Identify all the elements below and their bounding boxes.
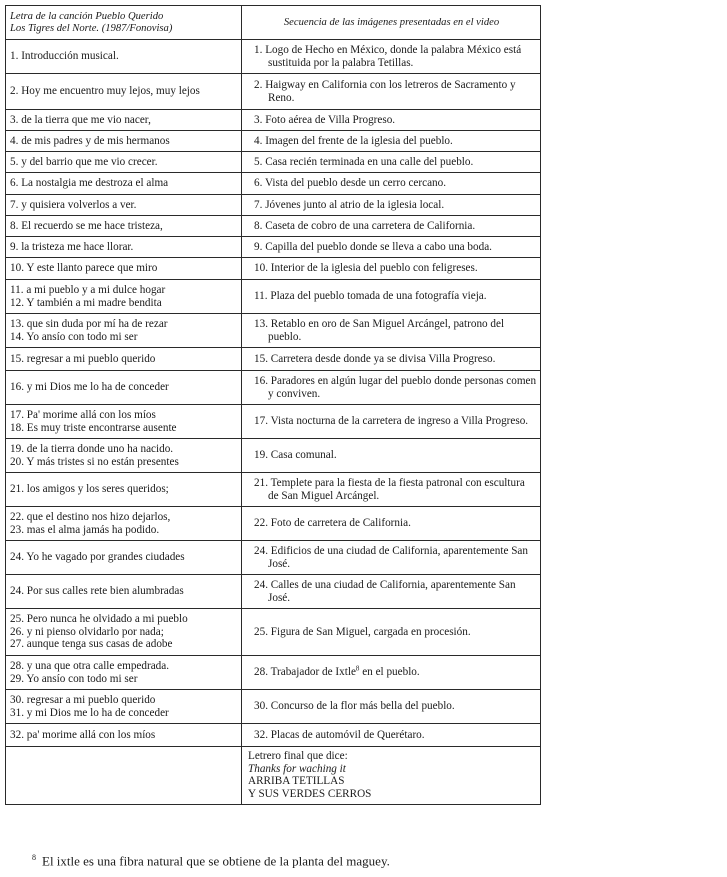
lyric-line: 26. y ni pienso olvidarlo por nada; xyxy=(10,625,164,638)
image-description xyxy=(246,700,537,713)
empty-lyrics-cell xyxy=(6,747,242,805)
image-cell xyxy=(242,575,541,609)
final-sign-row xyxy=(6,747,541,805)
image-description-text: 30. Concurso de la flor más bella del pueblo. xyxy=(254,700,455,713)
table-row xyxy=(6,656,541,690)
lyric-line: 2. Hoy me encuentro muy lejos, muy lejos xyxy=(10,85,200,98)
image-cell xyxy=(242,724,541,747)
footnote-number: 8 xyxy=(32,853,36,862)
image-description xyxy=(246,375,537,400)
table-row xyxy=(6,131,541,152)
lyric-line: 11. a mi pueblo y a mi dulce hogar xyxy=(10,284,166,296)
image-description xyxy=(246,114,537,127)
lyrics-cell xyxy=(6,507,242,541)
image-description xyxy=(246,545,537,570)
image-cell xyxy=(242,473,541,507)
footnote xyxy=(32,850,390,869)
song-title-line: Letra de la canción Pueblo Querido xyxy=(10,10,164,22)
image-description xyxy=(246,579,537,604)
lyric-line: 22. que el destino nos hizo dejarlos, xyxy=(10,511,171,523)
image-description xyxy=(246,449,537,462)
table-row xyxy=(6,507,541,541)
lyrics-cell xyxy=(6,371,242,405)
lyrics-cell xyxy=(6,348,242,371)
table-row xyxy=(6,575,541,609)
lyric-line: 29. Yo ansío con todo mi ser xyxy=(10,672,138,685)
lyrics-cell xyxy=(6,439,242,473)
table-body xyxy=(6,40,541,747)
lyrics-cell xyxy=(6,690,242,724)
lyric-line: 15. regresar a mi pueblo querido xyxy=(10,352,156,365)
lyrics-cell xyxy=(6,609,242,656)
lyric-line: 19. de la tierra donde uno ha nacido. xyxy=(10,443,174,455)
lyric-line: 21. los amigos y los seres queridos; xyxy=(10,483,169,496)
image-cell xyxy=(242,195,541,216)
lyric-line: 20. Y más tristes si no están presentes xyxy=(10,455,179,468)
lyric-line: 14. Yo ansío con todo mi ser xyxy=(10,330,138,343)
footnote-ref: 8 xyxy=(355,664,360,673)
lyric-line: 32. pa' morime allá con los míos xyxy=(10,728,156,741)
image-cell xyxy=(242,348,541,371)
final-sign-thanks: Thanks for waching it xyxy=(248,762,346,775)
lyrics-cell xyxy=(6,110,242,131)
lyrics-cell xyxy=(6,74,242,110)
lyric-line: 5. y del barrio que me vio crecer. xyxy=(10,155,158,168)
image-description xyxy=(246,44,537,69)
table-row xyxy=(6,258,541,280)
table-row xyxy=(6,216,541,237)
image-description-text: 28. Trabajador de Ixtle xyxy=(254,666,356,679)
lyric-line: 4. de mis padres y de mis hermanos xyxy=(10,134,170,147)
image-cell xyxy=(242,439,541,473)
lyrics-cell xyxy=(6,280,242,314)
image-description xyxy=(246,262,537,275)
image-description-text: 5. Casa recién terminada en una calle del pueblo. xyxy=(254,155,474,168)
lyric-line: 16. y mi Dios me lo ha de conceder xyxy=(10,381,169,394)
image-description-text: 11. Plaza del pueblo tomada de una fotografía vieja. xyxy=(254,290,487,303)
image-description xyxy=(246,729,537,742)
lyric-line: 28. y una que otra calle empedrada. xyxy=(10,660,170,672)
lyric-line: 7. y quisiera volverlos a ver. xyxy=(10,198,137,211)
final-sign-cell xyxy=(242,747,541,805)
image-cell xyxy=(242,690,541,724)
sequence-title-header: Secuencia de las imágenes presentadas en el video xyxy=(242,6,541,40)
image-cell xyxy=(242,258,541,280)
final-sign-line1: ARRIBA TETILLAS xyxy=(248,775,345,787)
image-description xyxy=(246,220,537,233)
image-cell xyxy=(242,173,541,195)
image-cell xyxy=(242,131,541,152)
table-row xyxy=(6,195,541,216)
lyric-line: 1. Introducción musical. xyxy=(10,50,119,63)
image-description-text: 21. Templete para la fiesta de la fiesta patronal con escultura de San Miguel Arcángel. xyxy=(254,477,525,502)
image-description-text: 7. Jóvenes junto al atrio de la iglesia local. xyxy=(254,198,445,211)
song-title-header xyxy=(6,6,242,40)
lyric-line: 30. regresar a mi pueblo querido xyxy=(10,694,156,706)
final-sign-line2: Y SUS VERDES CERROS xyxy=(248,787,372,800)
table-row xyxy=(6,173,541,195)
lyrics-cell xyxy=(6,473,242,507)
image-description xyxy=(246,477,537,502)
footnote-text: El ixtle es una fibra natural que se obtiene de la planta del maguey. xyxy=(42,853,390,869)
image-cell xyxy=(242,152,541,173)
table-row xyxy=(6,152,541,173)
lyric-line: 9. la tristeza me hace llorar. xyxy=(10,240,134,253)
image-cell xyxy=(242,74,541,110)
image-cell xyxy=(242,405,541,439)
image-description-text: 10. Interior de la iglesia del pueblo con feligreses. xyxy=(254,262,478,275)
image-description-text: 22. Foto de carretera de California. xyxy=(254,517,411,530)
image-description-text: 1. Logo de Hecho en México, donde la palabra México está sustituida por la palabra Tetillas. xyxy=(254,44,522,69)
table-row xyxy=(6,724,541,747)
image-cell xyxy=(242,280,541,314)
lyrics-cell xyxy=(6,724,242,747)
image-description-text: 4. Imagen del frente de la iglesia del pueblo. xyxy=(254,134,453,147)
image-description xyxy=(246,353,537,366)
lyric-line: 6. La nostalgia me destroza el alma xyxy=(10,177,169,190)
image-description xyxy=(246,318,537,343)
table-row xyxy=(6,314,541,348)
table-row xyxy=(6,40,541,74)
image-description xyxy=(246,177,537,190)
image-description-text: 24. Calles de una ciudad de California, aparentemente San José. xyxy=(254,579,516,604)
table-row xyxy=(6,110,541,131)
lyric-line: 27. aunque tenga sus casas de adobe xyxy=(10,638,173,651)
table-header-row xyxy=(6,6,541,40)
lyric-line: 8. El recuerdo se me hace tristeza, xyxy=(10,219,163,232)
image-description xyxy=(246,156,537,169)
image-description-text: 9. Capilla del pueblo donde se lleva a cabo una boda. xyxy=(254,240,492,253)
image-cell xyxy=(242,507,541,541)
lyric-line: 10. Y este llanto parece que miro xyxy=(10,262,158,275)
image-description-text: 24. Edificios de una ciudad de California, aparentemente San José. xyxy=(254,545,528,570)
lyrics-cell xyxy=(6,40,242,74)
table-row xyxy=(6,439,541,473)
image-description xyxy=(246,626,537,639)
lyrics-cell xyxy=(6,216,242,237)
image-description-suffix: en el pueblo. xyxy=(359,666,420,679)
lyrics-cell xyxy=(6,195,242,216)
image-description-text: 25. Figura de San Miguel, cargada en procesión. xyxy=(254,625,471,638)
image-cell xyxy=(242,609,541,656)
image-description-text: 8. Caseta de cobro de una carretera de California. xyxy=(254,219,476,232)
lyrics-cell xyxy=(6,237,242,258)
image-description-text: 2. Haigway en California con los letreros de Sacramento y Reno. xyxy=(254,79,516,104)
lyrics-cell xyxy=(6,541,242,575)
lyric-line: 13. que sin duda por mí ha de rezar xyxy=(10,318,168,330)
lyric-line: 3. de la tierra que me vio nacer, xyxy=(10,113,151,126)
image-cell xyxy=(242,237,541,258)
table-row xyxy=(6,280,541,314)
image-cell xyxy=(242,371,541,405)
image-description xyxy=(246,79,537,104)
table-row xyxy=(6,690,541,724)
lyrics-cell xyxy=(6,258,242,280)
lyric-line: 24. Yo he vagado por grandes ciudades xyxy=(10,551,185,564)
song-artist-line: Los Tigres del Norte. (1987/Fonovisa) xyxy=(10,22,173,34)
final-sign-intro: Letrero final que dice: xyxy=(248,750,348,762)
image-cell xyxy=(242,656,541,690)
lyric-line: 24. Por sus calles rete bien alumbradas xyxy=(10,585,184,598)
image-cell xyxy=(242,40,541,74)
lyrics-cell xyxy=(6,173,242,195)
lyric-line: 31. y mi Dios me lo ha de conceder xyxy=(10,706,169,719)
table-row xyxy=(6,473,541,507)
image-cell xyxy=(242,314,541,348)
lyric-line: 17. Pa' morime allá con los míos xyxy=(10,409,156,421)
table-row xyxy=(6,541,541,575)
lyrics-cell xyxy=(6,314,242,348)
lyric-line: 23. mas el alma jamás ha podido. xyxy=(10,523,160,536)
image-cell xyxy=(242,541,541,575)
lyric-line: 18. Es muy triste encontrarse ausente xyxy=(10,421,177,434)
lyric-line: 12. Y también a mi madre bendita xyxy=(10,296,162,309)
lyrics-cell xyxy=(6,656,242,690)
table-row xyxy=(6,237,541,258)
image-description-text: 32. Placas de automóvil de Querétaro. xyxy=(254,728,425,741)
image-description-text: 19. Casa comunal. xyxy=(254,449,337,462)
table-row xyxy=(6,371,541,405)
image-description xyxy=(246,415,537,428)
table-row xyxy=(6,348,541,371)
image-cell xyxy=(242,110,541,131)
image-description xyxy=(246,290,537,303)
table-row xyxy=(6,405,541,439)
lyrics-cell xyxy=(6,131,242,152)
lyrics-cell xyxy=(6,152,242,173)
table-row xyxy=(6,609,541,656)
lyric-line: 25. Pero nunca he olvidado a mi pueblo xyxy=(10,613,188,626)
table-row xyxy=(6,74,541,110)
image-description xyxy=(246,241,537,254)
lyrics-cell xyxy=(6,405,242,439)
image-cell xyxy=(242,216,541,237)
image-description-text: 3. Foto aérea de Villa Progreso. xyxy=(254,113,396,126)
image-description-text: 6. Vista del pueblo desde un cerro cercano. xyxy=(254,177,447,190)
lyrics-cell xyxy=(6,575,242,609)
image-description xyxy=(246,517,537,530)
image-description-text: 13. Retablo en oro de San Miguel Arcángel, patrono del pueblo. xyxy=(254,318,505,343)
image-description-text: 16. Paradores en algún lugar del pueblo donde personas comen y conviven. xyxy=(254,375,537,400)
image-description xyxy=(246,199,537,212)
image-description xyxy=(246,666,537,679)
lyrics-images-table xyxy=(5,5,541,805)
image-description-text: 15. Carretera desde donde ya se divisa Villa Progreso. xyxy=(254,352,496,365)
image-description xyxy=(246,135,537,148)
image-description-text: 17. Vista nocturna de la carretera de ingreso a Villa Progreso. xyxy=(254,415,529,428)
